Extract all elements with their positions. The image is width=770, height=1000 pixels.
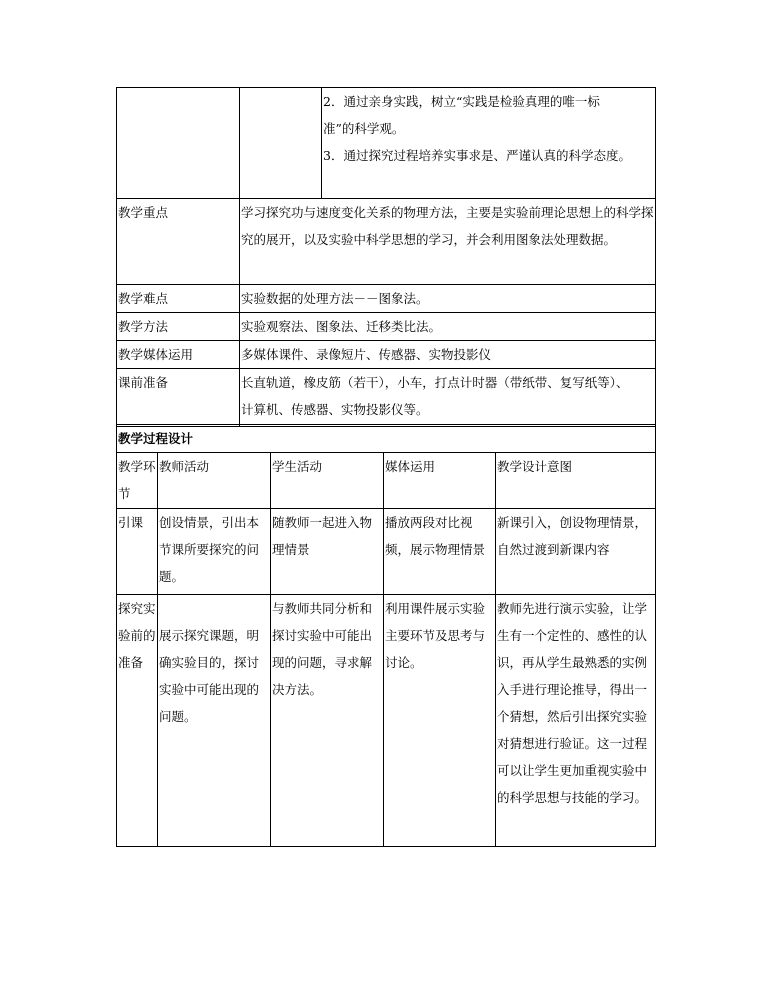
objectives-table — [116, 87, 656, 199]
media-cell: 播放两段对比视频，展示物理情景 — [384, 509, 496, 595]
info-value: 学习探究功与速度变化关系的物理方法，主要是实验前理论思想上的科学探究的展开，以及实验中科学思想的学习，并会利用图象法处理数据。 — [240, 199, 656, 285]
stage-cell: 探究实验前的准备 — [117, 595, 158, 847]
info-label: 课前准备 — [117, 369, 240, 427]
info-label: 教学媒体运用 — [117, 341, 240, 369]
header-student: 学生活动 — [271, 453, 384, 509]
header-stage: 教学环节 — [117, 453, 158, 509]
student-cell: 随教师一起进入物理情景 — [271, 509, 384, 595]
info-label: 教学难点 — [117, 285, 240, 313]
header-intent: 教学设计意图 — [496, 453, 656, 509]
info-label: 教学方法 — [117, 313, 240, 341]
header-media: 媒体运用 — [384, 453, 496, 509]
process-title: 教学过程设计 — [117, 425, 656, 453]
student-cell: 与教师共同分析和探讨实验中可能出现的问题，寻求解决方法。 — [271, 595, 384, 847]
stage-cell: 引课 — [117, 509, 158, 595]
empty-cell — [240, 88, 322, 199]
info-value: 实验观察法、图象法、迁移类比法。 — [240, 313, 656, 341]
intent-cell: 新课引入，创设物理情景，自然过渡到新课内容 — [496, 509, 656, 595]
header-teacher: 教师活动 — [158, 453, 271, 509]
info-value: 实验数据的处理方法－－图象法。 — [240, 285, 656, 313]
teacher-cell: 展示探究课题，明确实验目的，探讨实验中可能出现的问题。 — [158, 595, 271, 847]
objectives-cell — [322, 88, 656, 199]
process-table — [116, 424, 656, 847]
teacher-cell: 创设情景，引出本节课所要探究的问题。 — [158, 509, 271, 595]
intent-cell: 教师先进行演示实验，让学生有一个定性的、感性的认识，再从学生最熟悉的实例入手进行理论推导，得出一个猜想，然后引出探究实验对猜想进行验证。这一过程可以让学生更加重视实验中的科学思想与技能的学习。 — [496, 595, 656, 847]
info-table — [116, 198, 656, 427]
goal-3: 3．通过探究过程培养实事求是、严谨认真的科学态度。 — [323, 148, 631, 163]
goal-2: 2．通过亲身实践，树立“实践是检验真理的唯一标准”的科学观。 — [323, 94, 600, 136]
info-value: 长直轨道，橡皮筋（若干），小车，打点计时器（带纸带、复写纸等）、计算机、传感器、实物投影仪等。 — [240, 369, 656, 427]
media-cell: 利用课件展示实验主要环节及思考与讨论。 — [384, 595, 496, 847]
info-value: 多媒体课件、录像短片、传感器、实物投影仪 — [240, 341, 656, 369]
empty-cell — [117, 88, 240, 199]
info-label: 教学重点 — [117, 199, 240, 285]
